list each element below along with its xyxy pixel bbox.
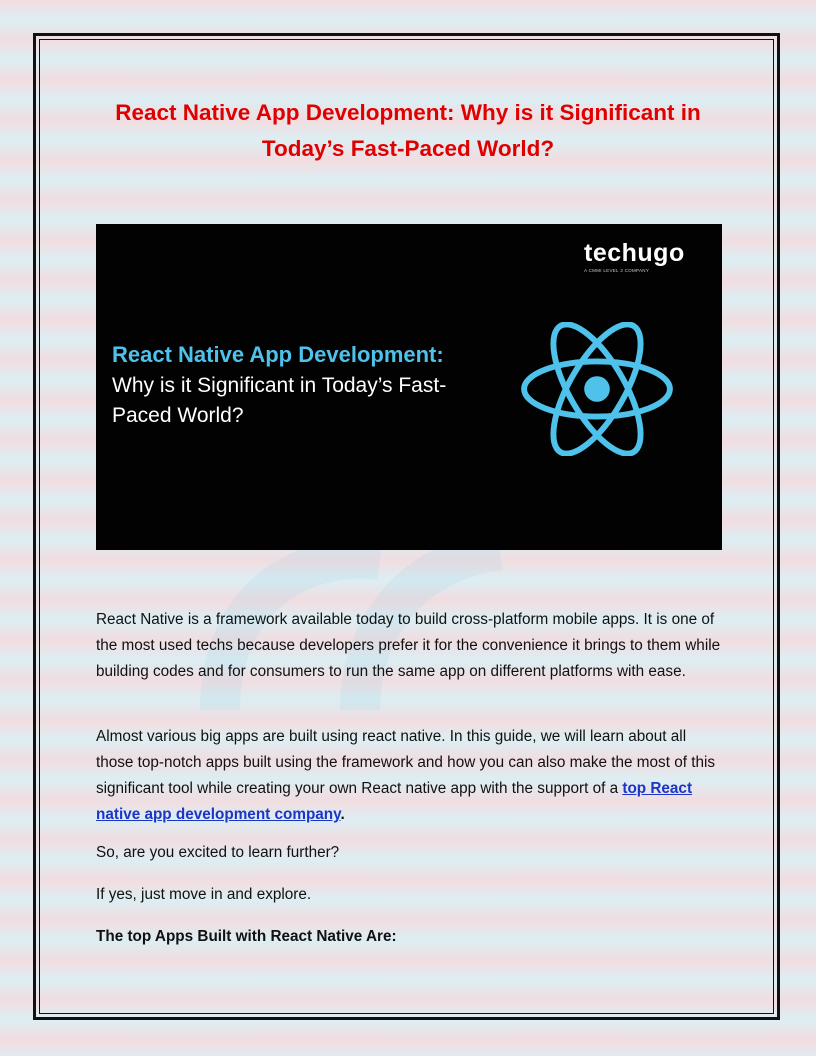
section-heading: The top Apps Built with React Native Are: <box>96 928 397 945</box>
banner-heading: React Native App Development: <box>112 342 444 367</box>
page-title-line-2: Today’s Fast-Paced World? <box>261 136 555 161</box>
logo-tagline: A CMMI LEVEL 3 COMPANY <box>584 268 650 273</box>
explore-paragraph: If yes, just move in and explore. <box>96 886 312 903</box>
guide-paragraph-period: . <box>340 806 345 823</box>
brand-logo <box>584 238 704 274</box>
guide-paragraph <box>96 724 722 828</box>
react-native-company-link[interactable]: top React native app development company <box>96 780 693 823</box>
page-title <box>60 95 756 167</box>
intro-paragraph: React Native is a framework available today to build cross-platform mobile apps. It is one of the most used techs because developers prefer it for the convenience it brings to them while building codes and for consumers to run the same app on different platforms with ease. <box>96 611 721 680</box>
logo-text: techugo <box>584 239 685 267</box>
guide-paragraph-text: Almost various big apps are built using react native. In this guide, we will learn about all those top-notch apps built using the framework and how you can also make the most of this significant tool while creating your own React native app with the support of a <box>96 728 716 797</box>
banner-subheading: Why is it Significant in Today’s Fast-Paced World? <box>112 374 447 427</box>
page-title-line-1: React Native App Development: Why is it Significant in <box>115 100 701 125</box>
hero-banner-image <box>96 224 722 550</box>
question-paragraph: So, are you excited to learn further? <box>96 844 340 861</box>
react-atom-icon <box>518 322 676 456</box>
